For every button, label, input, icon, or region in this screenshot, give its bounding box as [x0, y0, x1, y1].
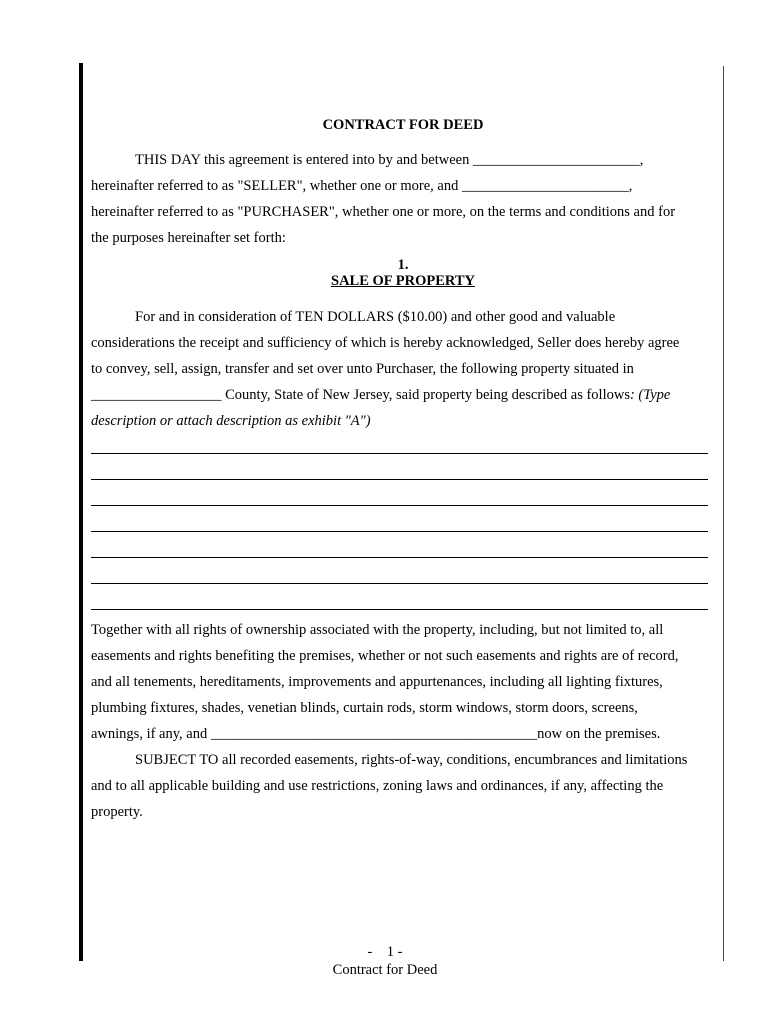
description-note — [91, 412, 371, 430]
description-blank-line[interactable] — [91, 609, 708, 610]
intro-line-1: THIS DAY this agreement is entered into by and between _______________________, — [135, 152, 644, 168]
description-blank-line[interactable] — [91, 453, 708, 454]
subject-line-1: SUBJECT TO all recorded easements, rights-of-way, conditions, encumbrances and limitations — [135, 752, 688, 768]
together-line-3: and all tenements, hereditaments, improvements and appurtenances, including all lighting fixtures, — [91, 674, 663, 690]
intro-line-2: hereinafter referred to as "SELLER", whether one or more, and _______________________, — [91, 178, 633, 194]
together-line-4: plumbing fixtures, shades, venetian blinds, curtain rods, storm windows, storm doors, screens, — [91, 700, 638, 716]
page-number: - 1 - — [367, 944, 403, 960]
county-line — [91, 386, 670, 404]
left-margin-bar — [79, 63, 83, 961]
description-blank-line[interactable] — [91, 505, 708, 506]
together-line-5: awnings, if any, and _____________________________________________now on the premises. — [91, 726, 661, 742]
county-line-text: __________________ County, State of New Jersey, said property being described as follows — [91, 387, 630, 403]
description-blank-line[interactable] — [91, 557, 708, 558]
section-number: 1. — [397, 257, 409, 273]
footer-title: Contract for Deed — [332, 962, 438, 978]
description-note-text: description or attach description as exhibit "A") — [91, 413, 371, 429]
right-margin-bar — [723, 66, 724, 961]
description-blank-line[interactable] — [91, 531, 708, 532]
together-line-1: Together with all rights of ownership associated with the property, including, but not limited to, all — [91, 622, 664, 638]
consideration-line-3: to convey, sell, assign, transfer and set over unto Purchaser, the following property situated in — [91, 361, 634, 377]
consideration-line-2: considerations the receipt and sufficiency of which is hereby acknowledged, Seller does hereby agree — [91, 335, 680, 351]
county-line-italic: : (Type — [629, 387, 671, 403]
description-blank-line[interactable] — [91, 479, 708, 480]
subject-line-2: and to all applicable building and use restrictions, zoning laws and ordinances, if any, affecting the — [91, 778, 664, 794]
subject-line-3: property. — [91, 804, 143, 820]
description-blank-line[interactable] — [91, 583, 708, 584]
document-title: CONTRACT FOR DEED — [322, 117, 484, 133]
section-heading: SALE OF PROPERTY — [331, 273, 475, 289]
intro-line-4: the purposes hereinafter set forth: — [91, 230, 286, 246]
together-line-2: easements and rights benefiting the premises, whether or not such easements and rights are of record, — [91, 648, 679, 664]
intro-line-3: hereinafter referred to as "PURCHASER", whether one or more, on the terms and conditions and for — [91, 204, 676, 220]
consideration-line-1: For and in consideration of TEN DOLLARS ($10.00) and other good and valuable — [135, 309, 616, 325]
